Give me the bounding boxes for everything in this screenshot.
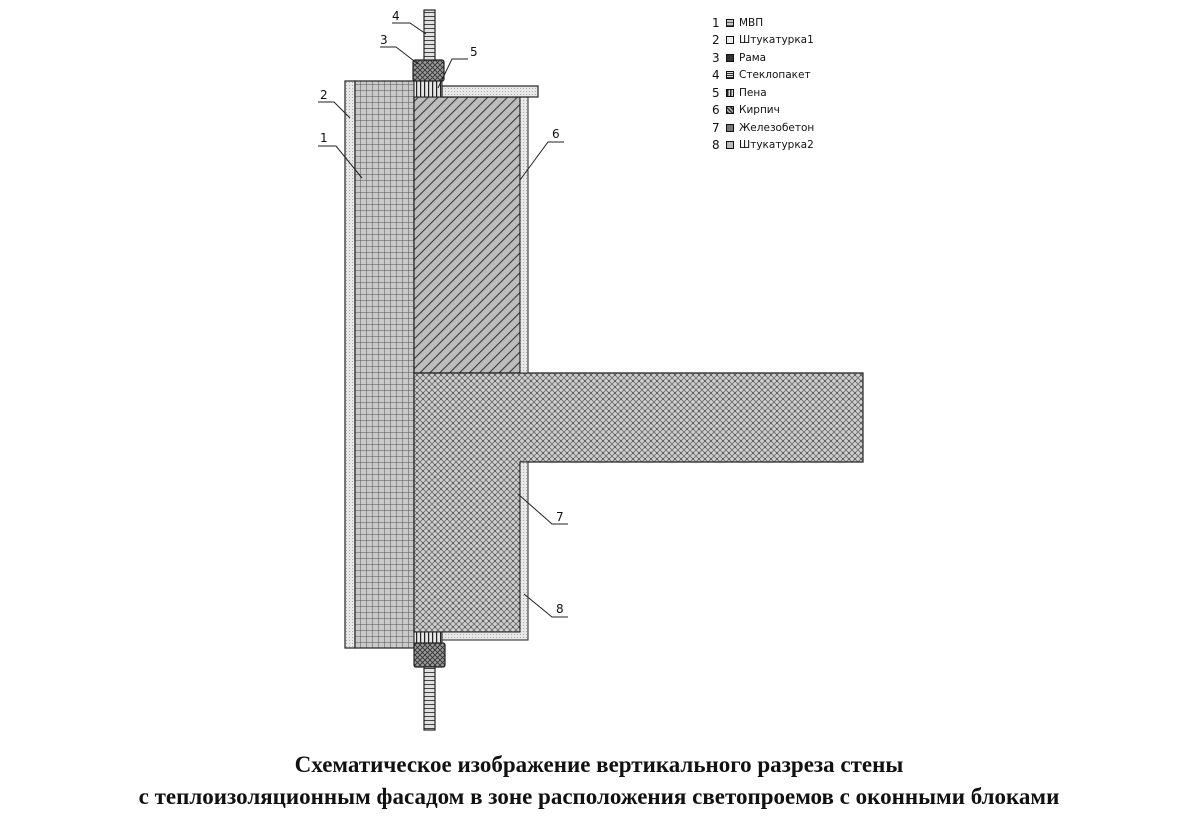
legend-label: Штукатурка2 bbox=[739, 139, 814, 152]
legend-swatch-insulation bbox=[726, 19, 734, 27]
legend-swatch-brick bbox=[726, 106, 734, 114]
window-sill bbox=[442, 86, 538, 97]
materials-legend bbox=[712, 14, 814, 154]
glazing-unit-bottom bbox=[424, 667, 435, 730]
legend-label: МВП bbox=[739, 16, 764, 29]
legend-number: 8 bbox=[712, 138, 720, 153]
legend-item-foam bbox=[712, 84, 814, 102]
legend-number: 6 bbox=[712, 103, 720, 118]
legend-label: Пена bbox=[739, 86, 767, 99]
legend-item-brick bbox=[712, 102, 814, 120]
legend-label: Кирпич bbox=[739, 104, 780, 117]
callout-3: 3 bbox=[380, 33, 388, 47]
callout-6: 6 bbox=[552, 127, 560, 141]
callout-4: 4 bbox=[392, 9, 400, 23]
legend-swatch-plaster2 bbox=[726, 141, 734, 149]
legend-swatch-concrete bbox=[726, 124, 734, 132]
caption-line-1: Схематическое изображение вертикального разреза стены bbox=[294, 752, 904, 777]
leader-4 bbox=[392, 23, 426, 34]
legend-label: Стеклопакет bbox=[739, 69, 811, 82]
legend-swatch-plaster1 bbox=[726, 36, 734, 44]
legend-label: Рама bbox=[739, 51, 767, 64]
legend-item-plaster2 bbox=[712, 137, 814, 155]
concrete-slab bbox=[414, 373, 863, 632]
insulation-layer bbox=[355, 81, 414, 648]
legend-item-frame bbox=[712, 49, 814, 67]
brick-layer bbox=[414, 97, 520, 373]
legend-number: 3 bbox=[712, 50, 720, 65]
interior-plaster-upper bbox=[520, 97, 528, 373]
legend-item-glazing bbox=[712, 67, 814, 85]
caption-line-2: с теплоизоляционным фасадом в зоне расположения светопроемов с оконными блоками bbox=[138, 784, 1060, 809]
legend-number: 7 bbox=[712, 120, 720, 135]
callout-2: 2 bbox=[320, 88, 328, 102]
exterior-plaster-layer bbox=[345, 81, 355, 648]
legend-swatch-glazing bbox=[726, 71, 734, 79]
callout-1: 1 bbox=[320, 131, 328, 145]
callout-5: 5 bbox=[470, 45, 478, 59]
window-frame-bottom bbox=[414, 643, 445, 667]
legend-number: 1 bbox=[712, 15, 720, 30]
callout-7: 7 bbox=[556, 510, 564, 524]
callout-8: 8 bbox=[556, 602, 564, 616]
legend-item-plaster1 bbox=[712, 32, 814, 50]
legend-label: Железобетон bbox=[739, 121, 815, 134]
legend-swatch-frame bbox=[726, 54, 734, 62]
legend-number: 2 bbox=[712, 33, 720, 48]
foam-top bbox=[414, 81, 442, 97]
legend-label: Штукатурка1 bbox=[739, 34, 814, 47]
legend-item-concrete bbox=[712, 119, 814, 137]
glazing-unit-top bbox=[424, 10, 435, 60]
foam-bottom bbox=[414, 632, 442, 643]
legend-swatch-foam bbox=[726, 89, 734, 97]
legend-item-mvp bbox=[712, 14, 814, 32]
legend-number: 5 bbox=[712, 85, 720, 100]
legend-number: 4 bbox=[712, 68, 720, 83]
leader-3 bbox=[380, 47, 418, 64]
